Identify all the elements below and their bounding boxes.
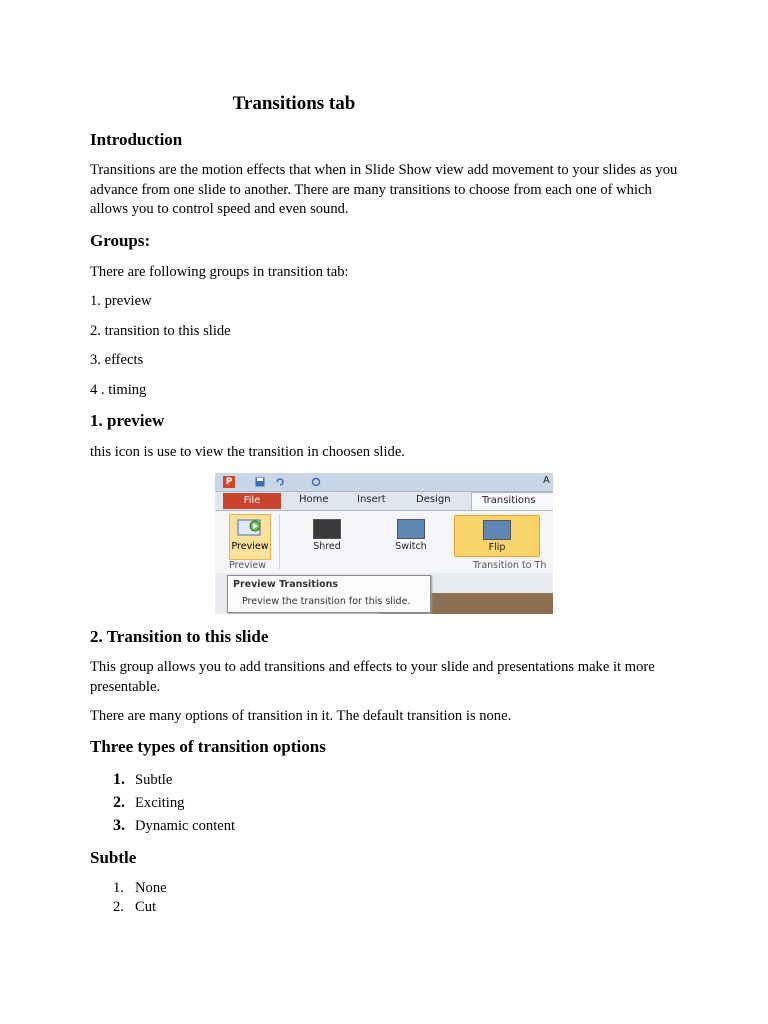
preview-tooltip — [227, 575, 431, 613]
list-number: 2. — [113, 899, 124, 915]
save-icon — [255, 477, 265, 487]
tooltip-body: Preview the transition for this slide. — [242, 596, 411, 607]
transition-label: Shred — [313, 541, 341, 552]
transition-label: Switch — [395, 541, 427, 552]
introduction-heading: Introduction — [90, 130, 183, 149]
page-title: Transitions tab — [232, 93, 356, 114]
transition-section-heading: 2. Transition to this slide — [90, 627, 269, 646]
list-number: 1. — [113, 771, 125, 788]
switch-icon — [397, 519, 425, 539]
transition-section-text: This group allows you to add transitions and effects to your slide and presentations make it more presentable. — [90, 659, 655, 695]
group-item: 2. transition to this slide — [90, 323, 231, 339]
transition-switch-button[interactable] — [383, 517, 439, 555]
subtle-heading: Subtle — [90, 848, 137, 867]
tab-transitions-label: Transitions — [482, 495, 536, 506]
transition-flip-button[interactable] — [454, 515, 540, 557]
powerpoint-logo-icon: P — [223, 476, 235, 488]
tab-insert[interactable]: Insert — [357, 494, 386, 505]
transition-shred-button[interactable] — [299, 517, 355, 555]
undo-icon — [275, 477, 285, 487]
transition-default-text: There are many options of transition in it. The default transition is none. — [90, 708, 512, 724]
powerpoint-ribbon-screenshot — [215, 473, 553, 614]
list-number: 2. — [113, 794, 125, 811]
tooltip-title: Preview Transitions — [233, 579, 339, 590]
list-number: 3. — [113, 817, 125, 834]
groups-intro: There are following groups in transition tab: — [90, 264, 349, 280]
tab-home[interactable]: Home — [299, 494, 329, 505]
preview-text: this icon is use to view the transition in choosen slide. — [90, 444, 405, 460]
tab-design[interactable]: Design — [416, 494, 451, 505]
divider — [279, 514, 280, 569]
list-item: Exciting — [135, 795, 185, 811]
list-number: 1. — [113, 880, 124, 896]
transition-types-heading: Three types of transition options — [90, 737, 326, 756]
redo-icon — [311, 477, 321, 487]
flip-icon — [483, 520, 511, 540]
shred-icon — [313, 519, 341, 539]
preview-icon — [237, 518, 263, 538]
list-item: Dynamic content — [135, 818, 236, 834]
preview-heading: 1. preview — [90, 411, 165, 430]
list-item: Cut — [135, 899, 157, 915]
transition-label: Flip — [488, 542, 506, 553]
ribbon-tabs — [215, 492, 553, 510]
preview-button-label: Preview — [231, 541, 269, 552]
introduction-text: Transitions are the motion effects that when in Slide Show view add movement to your slides as you advance from one slide to another. There are many transitions to choose from each one of which allows you to control speed and even sound. — [90, 162, 678, 217]
list-item: None — [135, 880, 167, 896]
tab-transitions[interactable] — [471, 492, 553, 511]
group-item: 3. effects — [90, 352, 144, 368]
ribbon — [215, 510, 553, 574]
list-item: Subtle — [135, 772, 173, 788]
group-label-preview: Preview — [229, 560, 266, 571]
quick-access-toolbar — [215, 473, 553, 492]
window-title-fragment: A — [543, 475, 550, 486]
group-label-transition: Transition to Th — [473, 560, 547, 571]
preview-button[interactable] — [229, 514, 271, 560]
tab-file[interactable]: File — [223, 493, 281, 509]
group-item: 4 . timing — [90, 382, 147, 398]
groups-heading: Groups: — [90, 231, 151, 250]
group-item: 1. preview — [90, 293, 152, 309]
